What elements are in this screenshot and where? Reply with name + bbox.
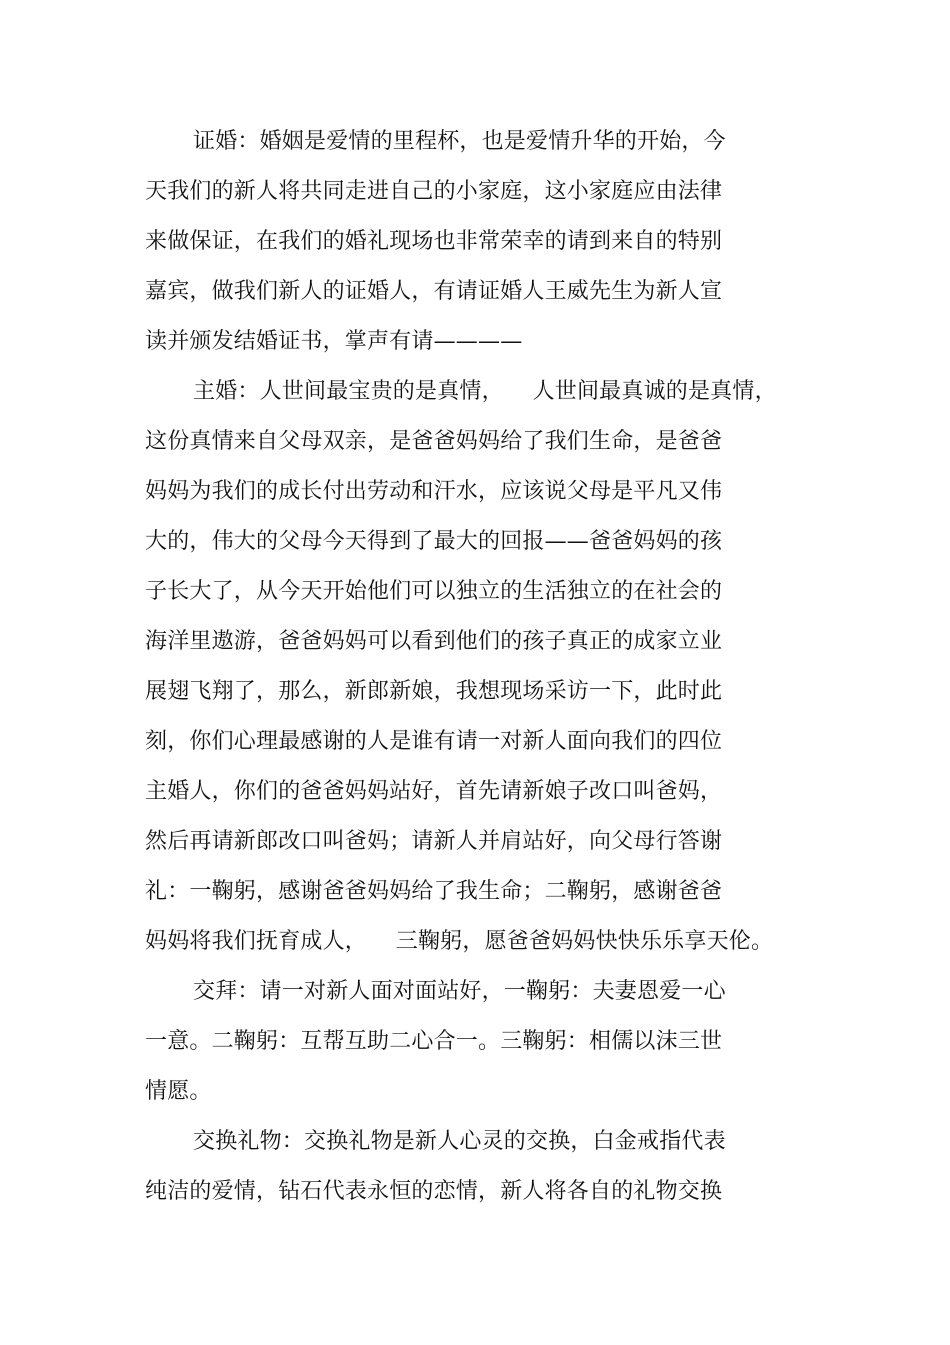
paragraph-4-line-2: 纯洁的爱情，钻石代表永恒的恋情，新人将各自的礼物交换 — [145, 1179, 723, 1204]
paragraph-2-line-4: 大的，伟大的父母今天得到了最大的回报——爸爸妈妈的孩 — [145, 529, 723, 554]
paragraph-2-line-7: 展翅飞翔了，那么，新郎新娘，我想现场采访一下，此时此 — [145, 679, 723, 704]
paragraph-3-line-1: 交拜：请一对新人面对面站好，一鞠躬：夫妻恩爱一心 — [193, 979, 726, 1004]
paragraph-2-line-9: 主婚人，你们的爸爸妈妈站好，首先请新娘子改口叫爸妈， — [145, 779, 723, 804]
paragraph-3-line-3: 情愿。 — [145, 1079, 212, 1104]
paragraph-2-line-1: 主婚：人世间最宝贵的是真情， 人世间最真诚的是真情， — [193, 379, 777, 404]
paragraph-2-line-8: 刻，你们心理最感谢的人是谁有请一对新人面向我们的四位 — [145, 729, 723, 754]
paragraph-2-line-11: 礼：一鞠躬，感谢爸爸妈妈给了我生命；二鞠躬，感谢爸爸 — [145, 879, 723, 904]
paragraph-2-line-2: 这份真情来自父母双亲，是爸爸妈妈给了我们生命，是爸爸 — [145, 429, 723, 454]
paragraph-1-line-3: 来做保证，在我们的婚礼现场也非常荣幸的请到来自的特别 — [145, 229, 723, 254]
paragraph-2-line-5: 子长大了，从今天开始他们可以独立的生活独立的在社会的 — [145, 579, 723, 604]
paragraph-1-line-5: 读并颁发结婚证书，掌声有请———— — [145, 329, 523, 354]
paragraph-1-line-2: 天我们的新人将共同走进自己的小家庭，这小家庭应由法律 — [145, 179, 723, 204]
paragraph-3-line-2: 一意。二鞠躬：互帮互助二心合一。三鞠躬：相儒以沫三世 — [145, 1029, 723, 1054]
paragraph-4-line-1: 交换礼物：交换礼物是新人心灵的交换，白金戒指代表 — [193, 1129, 726, 1154]
paragraph-2-line-3: 妈妈为我们的成长付出劳动和汗水，应该说父母是平凡又伟 — [145, 479, 723, 504]
paragraph-1-line-4: 嘉宾，做我们新人的证婚人，有请证婚人王威先生为新人宣 — [145, 279, 723, 304]
paragraph-2-line-12: 妈妈将我们抚育成人， 三鞠躬，愿爸爸妈妈快快乐乐享天伦。 — [145, 929, 774, 954]
paragraph-1-line-1: 证婚：婚姻是爱情的里程杯，也是爱情升华的开始，今 — [193, 129, 726, 154]
paragraph-2-line-10: 然后再请新郎改口叫爸妈；请新人并肩站好，向父母行答谢 — [145, 829, 723, 854]
paragraph-2-line-6: 海洋里遨游，爸爸妈妈可以看到他们的孩子真正的成家立业 — [145, 629, 723, 654]
